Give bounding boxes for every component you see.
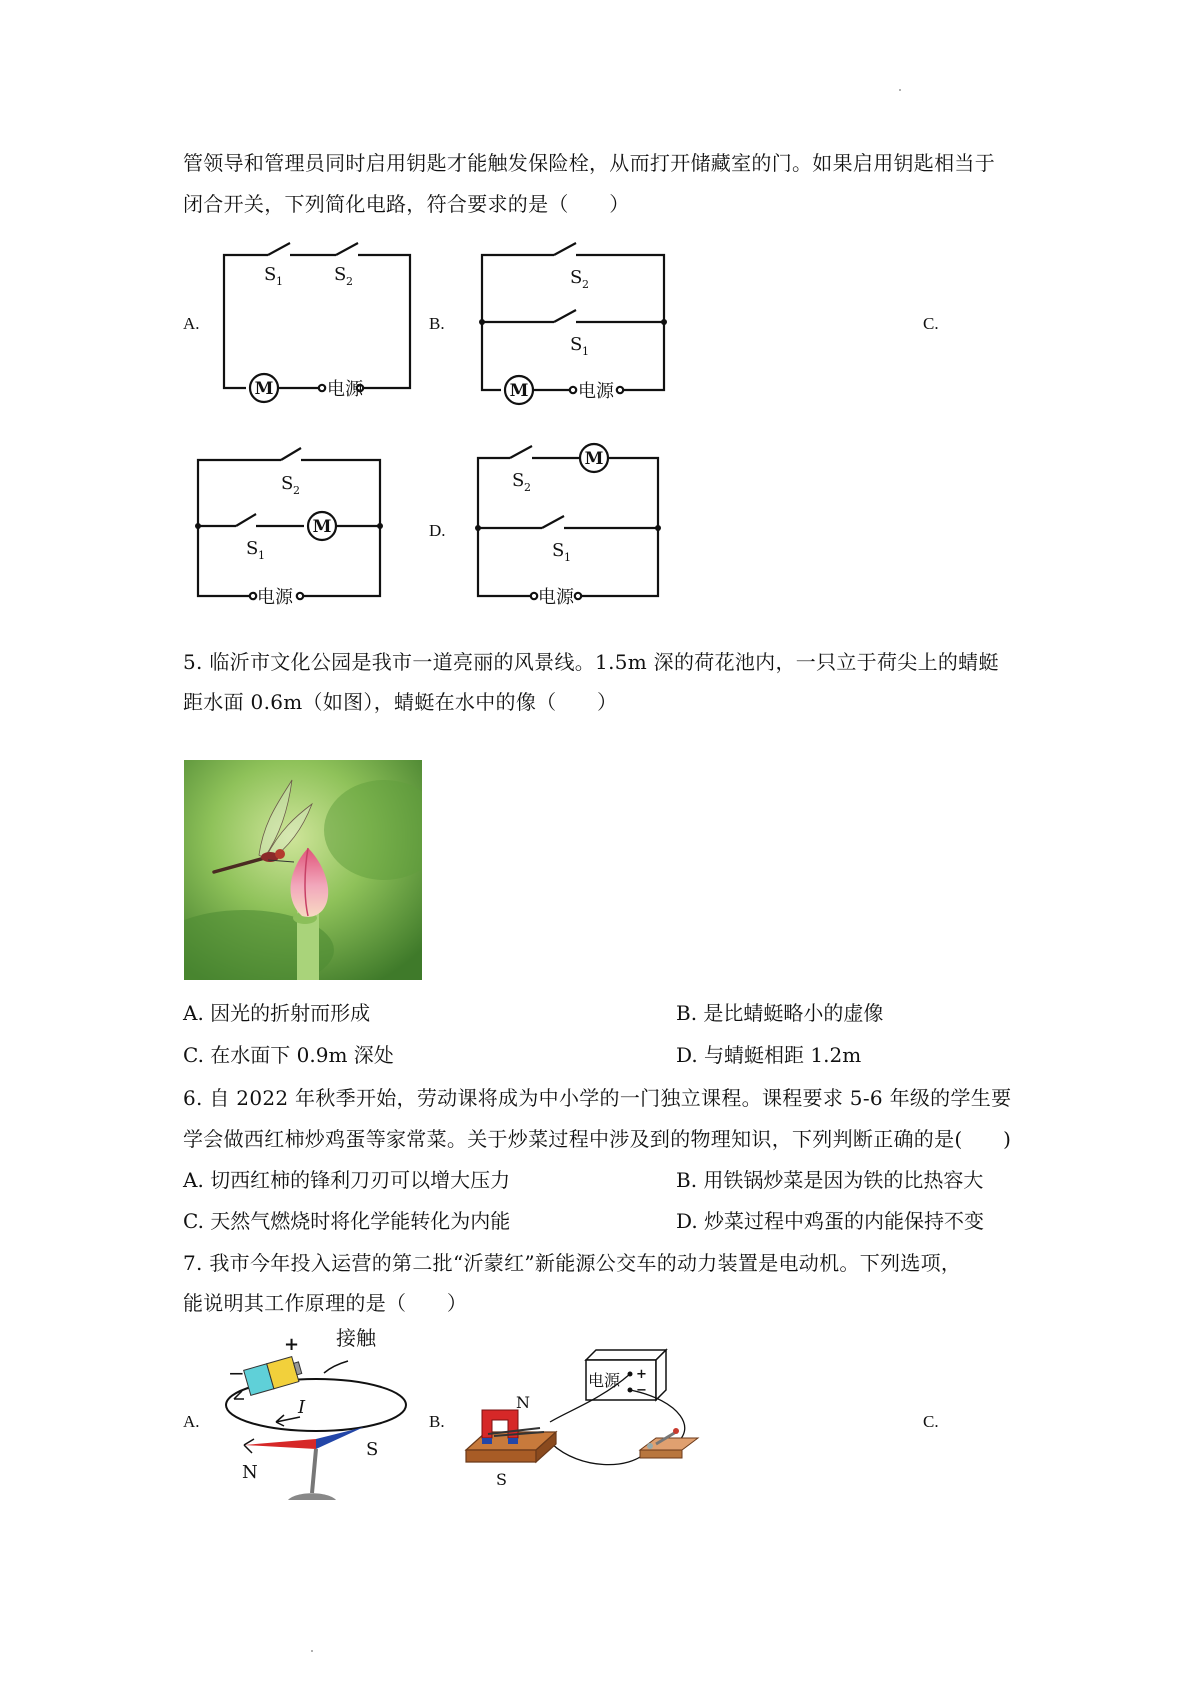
dragonfly-lotus-photo: [184, 760, 422, 980]
svg-text:1: 1: [564, 551, 571, 564]
svg-text:2: 2: [524, 481, 531, 494]
svg-text:S: S: [246, 538, 259, 559]
q4-circuit-c: [194, 446, 394, 606]
q4-circuit-b: [476, 240, 676, 410]
switch-s2-label: S: [334, 264, 347, 285]
q7-option-b-label: B.: [429, 1412, 445, 1431]
q4-circuit-a: [218, 240, 418, 405]
svg-text:1: 1: [582, 345, 589, 358]
svg-text:S: S: [570, 267, 583, 288]
q5-line-1: 5. 临沂市文化公园是我市一道亮丽的风景线。1.5m 深的荷花池内，一只立于荷尖上的蜻蜓: [183, 650, 999, 674]
q6-line-1: 6. 自 2022 年秋季开始，劳动课将成为中小学的一门独立课程。课程要求 5-6 年级的学生要: [183, 1086, 1012, 1110]
svg-text:电源: 电源: [578, 381, 614, 402]
q6-option-c: C. 天然气燃烧时将化学能转化为内能: [183, 1209, 511, 1233]
power-box-label: 电源: [588, 1371, 621, 1390]
q4-line-2: 闭合开关，下列简化电路，符合要求的是（ ）: [183, 192, 630, 216]
svg-text:1: 1: [276, 275, 283, 288]
q7-line-2: 能说明其工作原理的是（ ）: [183, 1291, 468, 1315]
q4-line-1: 管领导和管理员同时启用钥匙才能触发保险栓，从而打开储藏室的门。如果启用钥匙相当于: [183, 151, 995, 175]
q6-option-d: D. 炒菜过程中鸡蛋的内能保持不变: [676, 1209, 985, 1233]
q6-option-a: A. 切西红柿的锋利刀刃可以增大压力: [183, 1168, 511, 1192]
q5-option-c: C. 在水面下 0.9m 深处: [183, 1043, 394, 1067]
needle-s-label: S: [366, 1439, 379, 1460]
q7-figure-a-oersted: [216, 1325, 416, 1515]
q7-line-1: 7. 我市今年投入运营的第二批“沂蒙红”新能源公交车的动力装置是电动机。下列选项，: [183, 1251, 962, 1275]
svg-text:S: S: [552, 540, 565, 561]
q7-option-c-label: C.: [923, 1412, 939, 1431]
motor-label: M: [254, 379, 274, 399]
svg-text:2: 2: [582, 278, 589, 291]
svg-text:电源: 电源: [257, 587, 293, 606]
q4-option-d-label: D.: [429, 521, 446, 540]
q4-option-a-label: A.: [183, 314, 200, 333]
q7-figure-b-motor: [460, 1340, 700, 1500]
q4-option-b-label: B.: [429, 314, 445, 333]
corner-mark: [899, 89, 901, 91]
svg-text:S: S: [512, 470, 525, 491]
svg-text:+: +: [636, 1367, 647, 1382]
q5-option-a: A. 因光的折射而形成: [183, 1001, 371, 1025]
magnet-s-label: S: [496, 1470, 507, 1489]
magnet-n-label: N: [516, 1393, 530, 1412]
q5-option-d: D. 与蜻蜓相距 1.2m: [676, 1043, 862, 1067]
battery-plus: +: [284, 1334, 300, 1355]
contact-label: 接触: [336, 1326, 376, 1350]
footer-mark: [311, 1650, 313, 1652]
current-label: I: [298, 1397, 306, 1418]
q4-circuit-d: [472, 438, 672, 606]
q5-line-2: 距水面 0.6m（如图），蜻蜓在水中的像（ ）: [183, 690, 618, 714]
switch-s1-label: S: [264, 264, 277, 285]
svg-text:2: 2: [346, 275, 353, 288]
battery-minus: −: [228, 1361, 245, 1385]
q5-option-b: B. 是比蜻蜓略小的虚像: [676, 1001, 884, 1025]
q7-option-a-label: A.: [183, 1412, 200, 1431]
q4-option-c-label: C.: [923, 314, 939, 333]
power-label: 电源: [327, 379, 363, 400]
svg-text:M: M: [509, 381, 529, 401]
svg-text:S: S: [281, 473, 294, 494]
svg-text:M: M: [584, 449, 604, 469]
svg-text:−: −: [636, 1383, 647, 1398]
svg-text:S: S: [570, 334, 583, 355]
svg-text:电源: 电源: [538, 587, 574, 606]
svg-text:1: 1: [258, 549, 265, 562]
q6-line-2: 学会做西红柿炒鸡蛋等家常菜。关于炒菜过程中涉及到的物理知识，下列判断正确的是( ): [183, 1127, 1012, 1151]
q6-option-b: B. 用铁锅炒菜是因为铁的比热容大: [676, 1168, 984, 1192]
needle-n-label: N: [242, 1462, 258, 1483]
svg-text:M: M: [312, 517, 332, 537]
svg-text:2: 2: [293, 484, 300, 497]
